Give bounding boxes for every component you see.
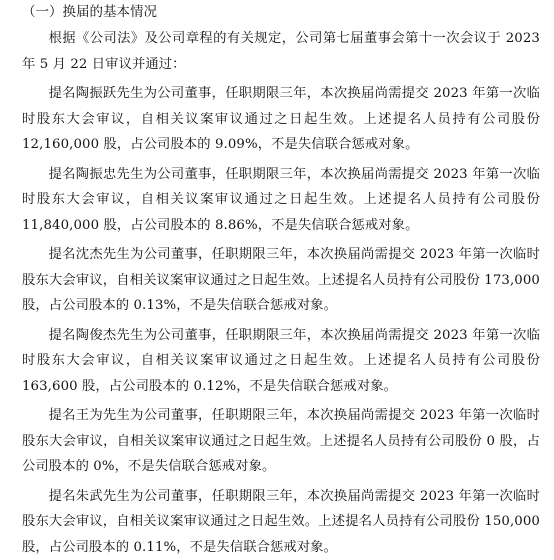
- nomination-paragraph: 提名陶振跃先生为公司董事，任职期限三年，本次换届尚需提交 2023 年第一次临时股东大会审议，自相关议案审议通过之日起生效。上述提名人员持有公司股份 12,160,000 股，占公司股本的 9.09%，不是失信联合惩戒对象。: [22, 81, 540, 158]
- nomination-paragraph: 提名陶振忠先生为公司董事，任职期限三年，本次换届尚需提交 2023 年第一次临时股东大会审议，自相关议案审议通过之日起生效。上述提名人员持有公司股份 11,840,000 股，占公司股本的 8.86%，不是失信联合惩戒对象。: [22, 162, 540, 239]
- section-heading: （一）换届的基本情况: [22, 2, 540, 22]
- nomination-paragraph: 提名王为先生为公司董事，任职期限三年，本次换届尚需提交 2023 年第一次临时股东大会审议，自相关议案审议通过之日起生效。上述提名人员持有公司股份 0 股，占公司股本的 0%，不是失信联合惩戒对象。: [22, 403, 540, 480]
- nomination-paragraph: 提名陶俊杰先生为公司董事，任职期限三年，本次换届尚需提交 2023 年第一次临时股东大会审议，自相关议案审议通过之日起生效。上述提名人员持有公司股份 163,600 股，占公司股本的 0.12%，不是失信联合惩戒对象。: [22, 323, 540, 400]
- intro-paragraph: 根据《公司法》及公司章程的有关规定，公司第七届董事会第十一次会议于 2023 年 5 月 22 日审议并通过：: [22, 26, 540, 77]
- nomination-paragraph: 提名沈杰先生为公司董事，任职期限三年，本次换届尚需提交 2023 年第一次临时股东大会审议，自相关议案审议通过之日起生效。上述提名人员持有公司股份 173,000 股，占公司股本的 0.13%，不是失信联合惩戒对象。: [22, 242, 540, 319]
- nomination-paragraph: 提名朱武先生为公司董事，任职期限三年，本次换届尚需提交 2023 年第一次临时股东大会审议，自相关议案审议通过之日起生效。上述提名人员持有公司股份 150,000 股，占公司股本的 0.11%，不是失信联合惩戒对象。: [22, 484, 540, 560]
